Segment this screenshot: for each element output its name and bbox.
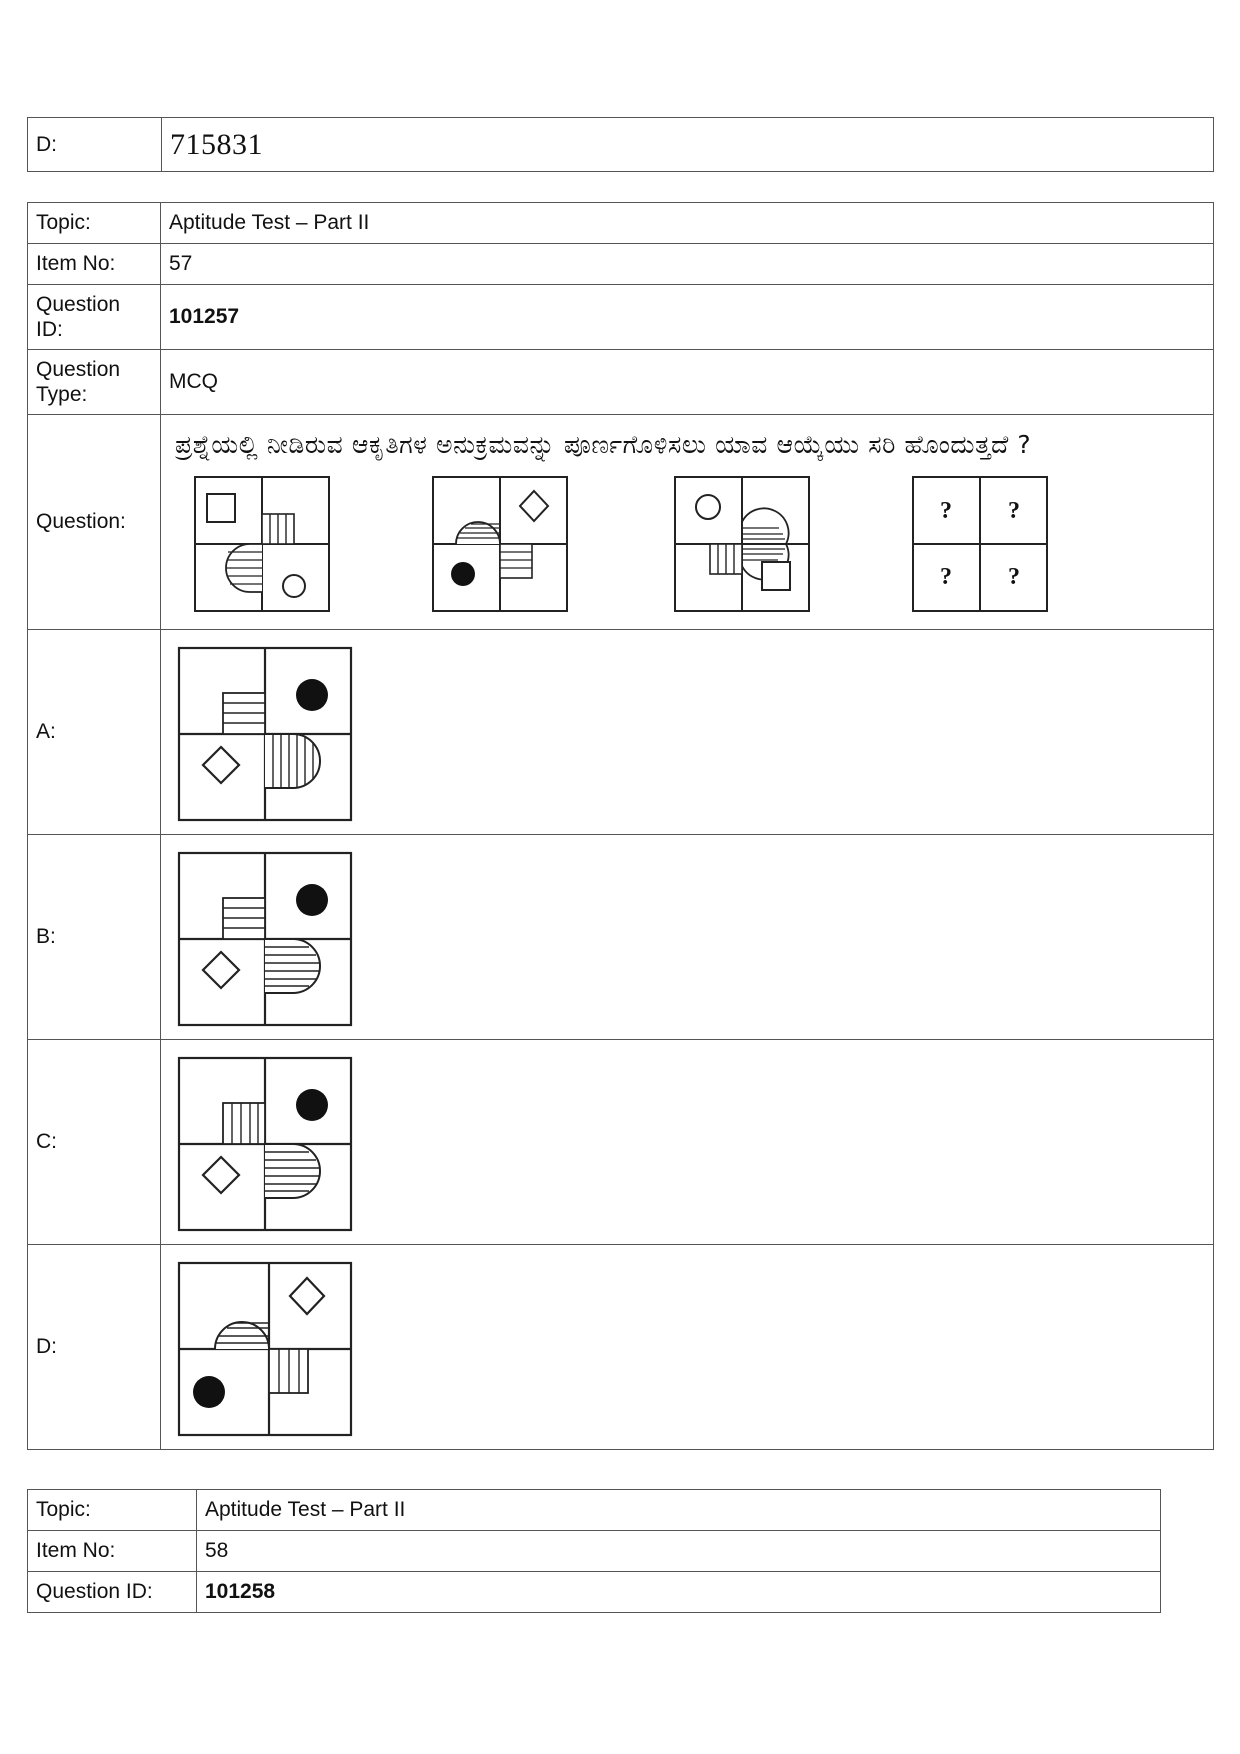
option-c-figure bbox=[169, 1051, 369, 1233]
option-c-label: C: bbox=[28, 1040, 161, 1245]
question-type-value: MCQ bbox=[161, 350, 1214, 415]
option-b-label: B: bbox=[28, 835, 161, 1040]
option-d-figure-cell[interactable] bbox=[161, 1245, 1214, 1450]
option-d-figure bbox=[169, 1256, 369, 1438]
option-b-figure bbox=[169, 846, 369, 1028]
question-id-label: Question ID: bbox=[28, 285, 161, 350]
option-a-figure bbox=[169, 641, 369, 823]
item-no-value: 57 bbox=[161, 244, 1214, 285]
question-mark-bottom-right: ? bbox=[1008, 564, 1020, 590]
sequence-figure-1 bbox=[185, 472, 335, 618]
topic-value: Aptitude Test – Part II bbox=[161, 203, 1214, 244]
option-c-figure-cell[interactable] bbox=[161, 1040, 1214, 1245]
question-id-label: Question ID: bbox=[28, 1572, 197, 1613]
topic-label: Topic: bbox=[28, 203, 161, 244]
option-a-figure-cell[interactable] bbox=[161, 630, 1214, 835]
question-figure-row bbox=[169, 472, 1205, 618]
question-type-label: Question Type: bbox=[28, 350, 161, 415]
option-d-label: D: bbox=[28, 1245, 161, 1450]
question-id-value: 101258 bbox=[197, 1572, 1161, 1613]
question-text: ಪ್ರಶ್ನೆಯಲ್ಲಿ ನೀಡಿರುವ ಆಕೃತಿಗಳ ಅನುಕ್ರಮವನ್ನು ಪೂರ್ಣಗೊಳಿಸಲು ಯಾವ ಆಯ್ಕೆಯು ಸರಿ ಹೊಂದುತ್ತದೆ ? bbox=[175, 430, 1032, 459]
previous-id-number: 715831 bbox=[170, 127, 263, 161]
previous-id-value bbox=[162, 118, 1214, 172]
question-58-table bbox=[27, 1489, 1161, 1613]
topic-label: Topic: bbox=[28, 1490, 197, 1531]
question-mark-top-right: ? bbox=[1008, 498, 1020, 524]
item-no-value: 58 bbox=[197, 1531, 1161, 1572]
previous-id-table bbox=[27, 117, 1214, 172]
question-body bbox=[161, 415, 1214, 630]
item-no-label: Item No: bbox=[28, 1531, 197, 1572]
sequence-figure-3 bbox=[665, 472, 815, 618]
item-no-label: Item No: bbox=[28, 244, 161, 285]
question-mark-bottom-left: ? bbox=[940, 564, 952, 590]
sequence-figure-unknown bbox=[903, 472, 1053, 618]
question-label: Question: bbox=[28, 415, 161, 630]
question-57-table bbox=[27, 202, 1214, 1450]
option-a-label: A: bbox=[28, 630, 161, 835]
option-b-figure-cell[interactable] bbox=[161, 835, 1214, 1040]
question-id-value: 101257 bbox=[161, 285, 1214, 350]
question-mark-top-left: ? bbox=[940, 498, 952, 524]
previous-id-label: D: bbox=[28, 118, 162, 172]
sequence-figure-2 bbox=[423, 472, 573, 618]
topic-value: Aptitude Test – Part II bbox=[197, 1490, 1161, 1531]
